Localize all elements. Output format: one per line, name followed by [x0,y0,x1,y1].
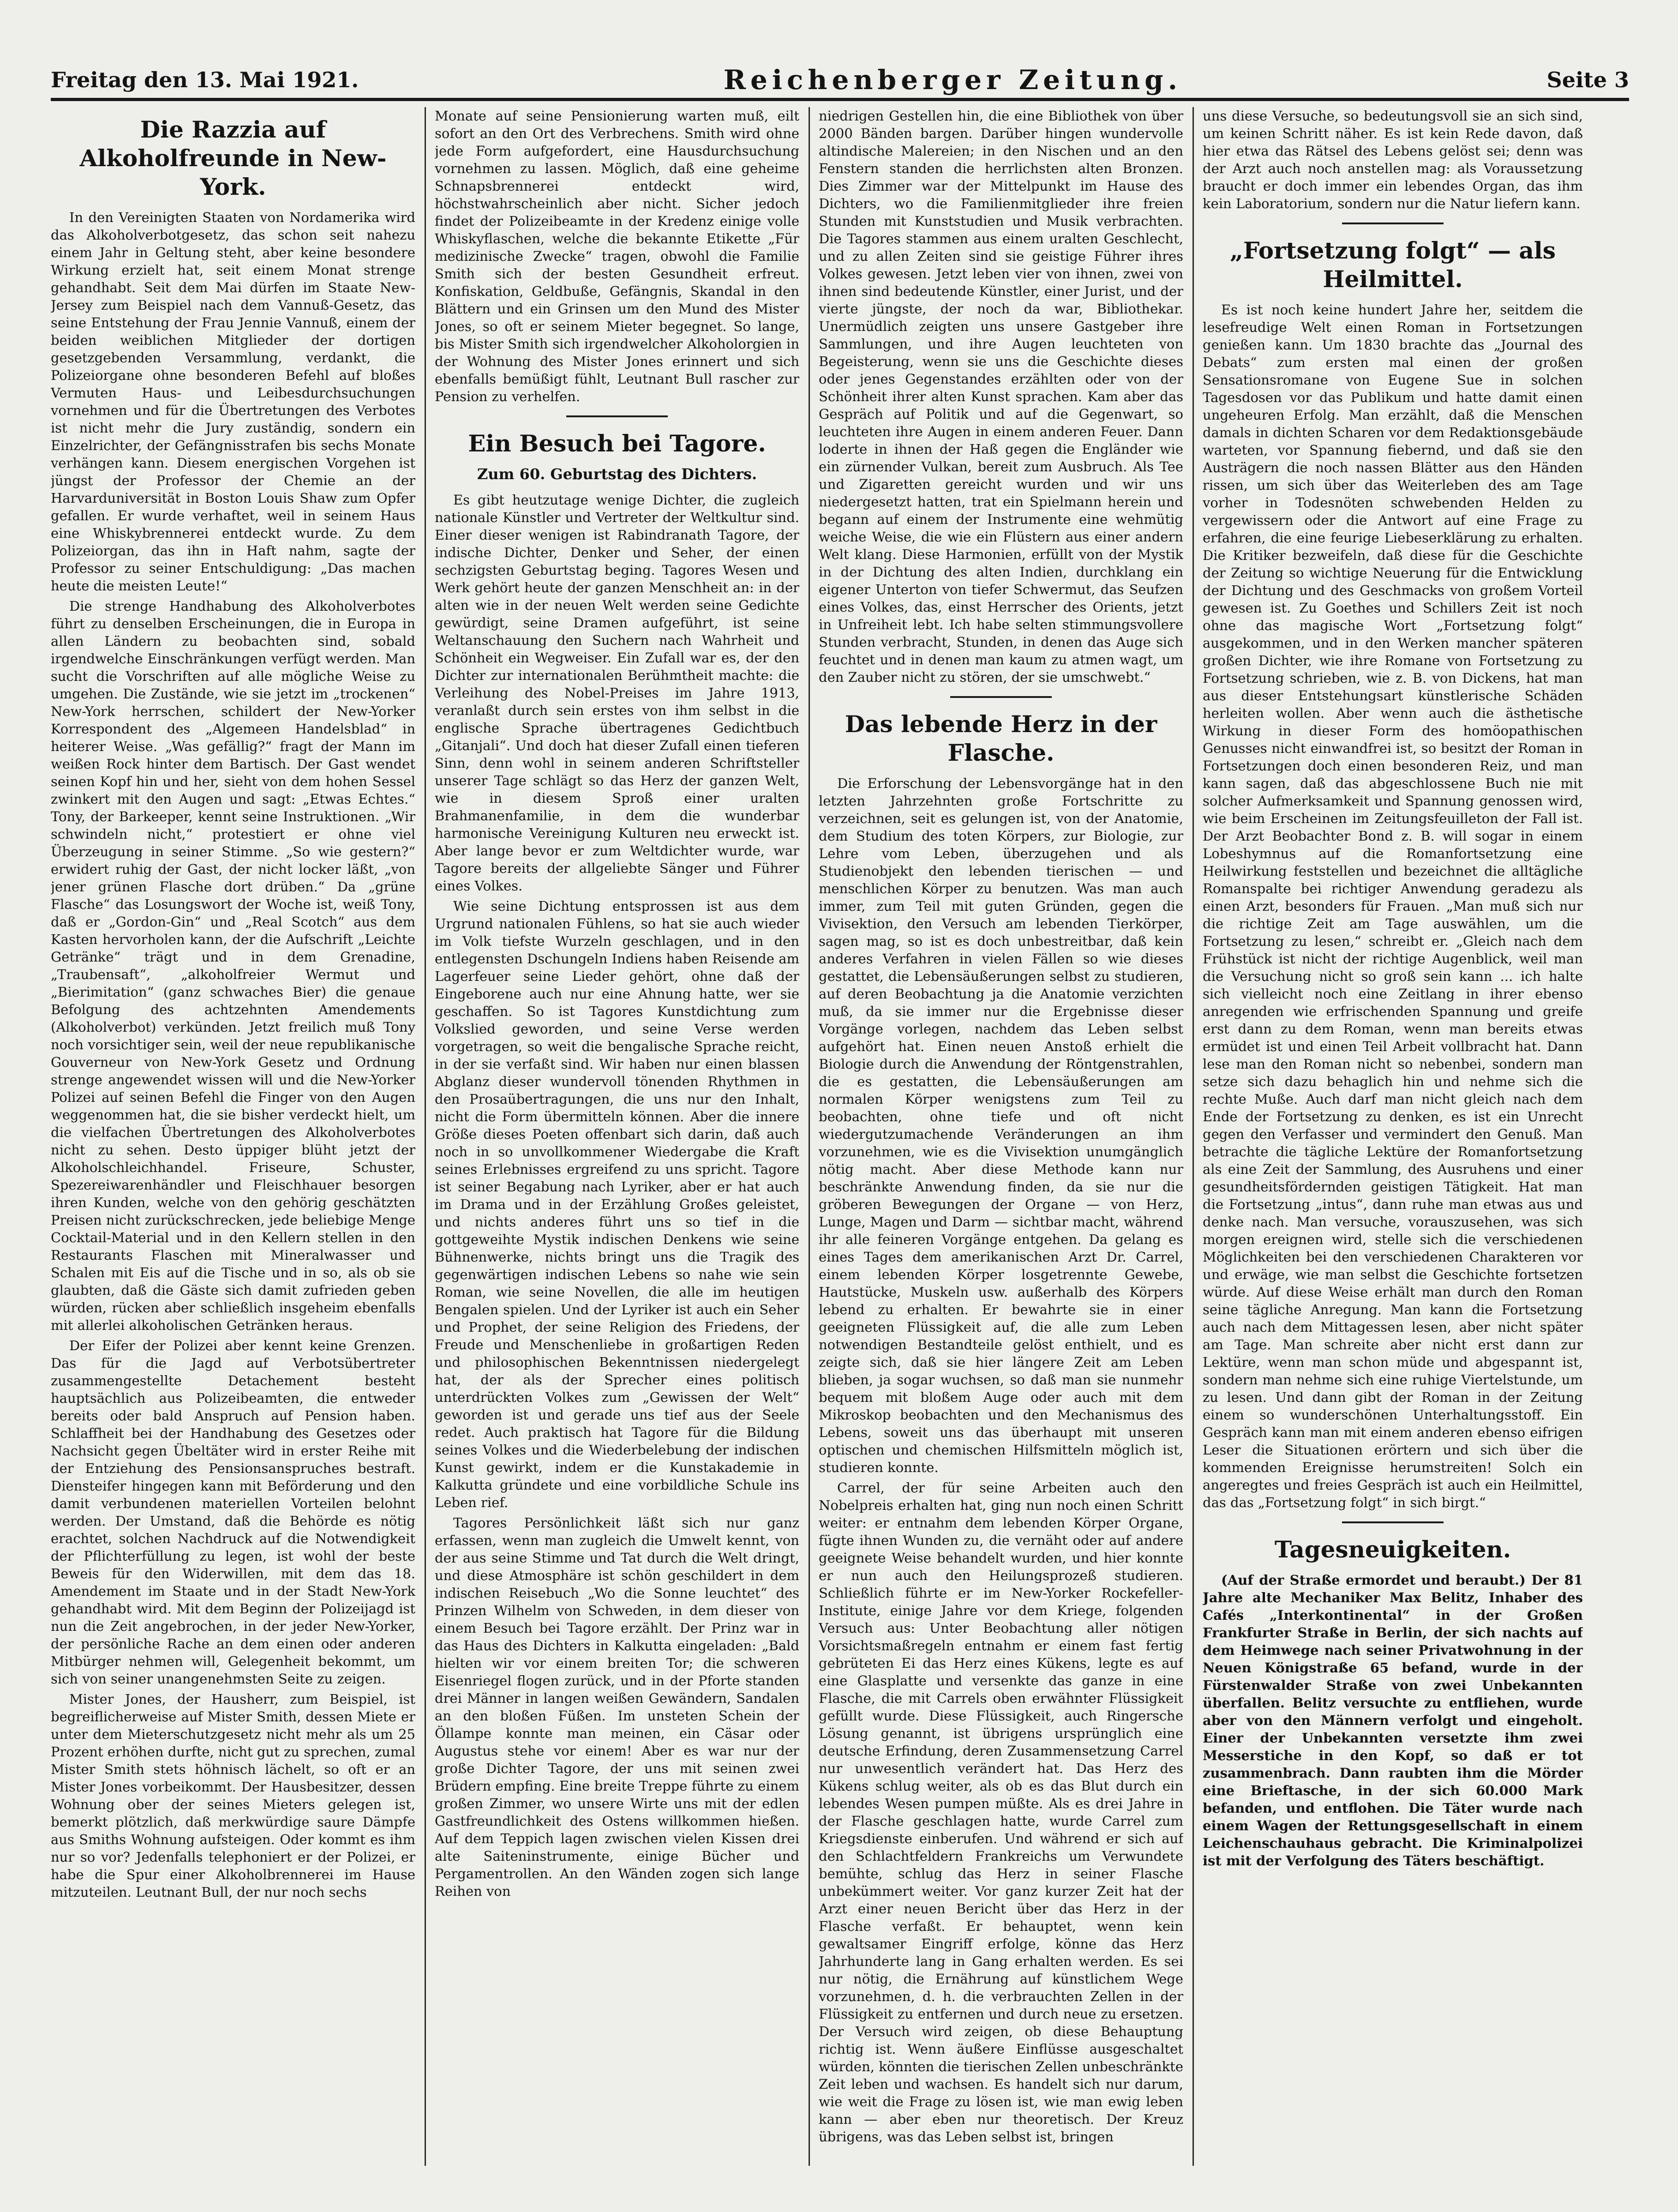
paragraph: Carrel, der für seine Arbeiten auch den Nobelpreis erhalten hat, ging nun noch einen Schritt weiter: er entnahm dem lebenden Körper Organe, fügte ihnen Wunden zu, die vernäht oder auf andere geeignete Weise behandelt wurden, und hier konnte er nun auch den Heilungsprozeß studieren. Schließlich führte er im New-Yorker Rockefeller-Institute, einige Jahre vor dem Kriege, folgenden Versuch aus: Unter Beobachtung aller nötigen Vorsichtsmaßregeln entnahm er einem fast fertig gebrüteten Ei das Herz eines Kükens, legte es auf eine Glasplatte und versenkte das ganze in eine Flasche, die mit Carrels oben erwähnter Flüssigkeit gefüllt wurde. Diese Flüssigkeit, auch Ringersche Lösung genannt, ist übrigens ursprünglich eine deutsche Erfindung, deren Zusammensetzung Carrel nur unwesentlich verändert hat. Das Herz des Kükens schlug weiter, als ob es das Blut durch ein lebendes Wesen pumpen müßte. Als es drei Jahre in der Flasche geschlagen hatte, wurde Carrel zum Kriegsdienste einberufen. Und während er sich auf den Schlachtfeldern Frankreichs um Verwundete bemühte, schlug das Herz in seiner Flasche unbekümmert weiter. Vor ganz kurzer Zeit hat der Arzt einer neuen Bericht über das Herz in der Flasche verfaßt. Er behauptet, wenn kein gewaltsamer Eingriff erfolge, könne das Herz Jahrhunderte lang in Gang erhalten werden. Es sei nur nötig, die Ernährung auf künstlichem Wege vorzunehmen, d. h. die verbrauchten Zellen in der Flüssigkeit zu entfernen und durch neue zu ersetzen. Der Versuch wird zeigen, ob diese Behauptung richtig ist. Wenn äußere Einflüsse ausgeschaltet würden, könnten die tierischen Zellen unbeschränkte Zeit leben und wachsen. Es handelt sich nur darum, wie weit die Frage zu lösen ist, wie man ewig leben kann — aber eben nur theoretisch. Der Kreuz übrigens, was das Leben selbst ist, bringen [819,1480,1183,2145]
paragraph: Die strenge Handhabung des Alkoholverbotes führt zu denselben Erscheinungen, die in Europa in allen Ländern zu beobachten sind, sobald irgendwelche Einschränkungen verfügt werden. Man sucht die Vorschriften auf alle mögliche Weise zu umgehen. Die Zustände, wie sie jetzt im „trockenen“ New-York herrschen, schildert der New-Yorker Korrespondent des „Algemeen Handelsblad“ in heiterer Weise. „Was gefällig?“ fragt der Mann im weißen Rock hinter dem Bartisch. Der Gast wendet seinen Kopf hin und her, sieht von dem hohen Sessel zwinkert mit den Augen und sagt: „Etwas Echtes.“ Tony, der Barkeeper, kennt seine Instruktionen. „Wir schwindeln nicht,“ protestiert er ohne viel Überzeugung in seiner Stimme. „So wie gestern?“ erwidert ruhig der Gast, der nicht locker läßt, „von jener grünen Flasche dort drüben.“ Da „grüne Flasche“ das Losungswort der Woche ist, weiß Tony, daß er „Gordon-Gin“ und „Real Scotch“ aus dem Kasten hervorholen kann, der die Aufschrift „Leichte Getränke“ trägt und in dem Grenadine, „Traubensaft“, „alkoholfreier Wermut und „Bierimitation“ (ganz schwaches Bier) die genaue Befolgung des achtzehnten Amendements (Alkoholverbot) verkünden. Jetzt freilich muß Tony noch vorsichtiger sein, weil der neue republikanische Gouverneur von New-York Gesetz und Ordnung strenge angewendet wissen will und die New-Yorker Polizei auf seinen Befehl die Finger von den Augen weggenommen hat, die sie bisher verdeckt hielt, um die vielfachen Übertretungen des Alkoholverbotes nicht zu sehen. Desto üppiger blüht jetzt der Alkoholschleichhandel. Friseure, Schuster, Spezereiwarenhändler und Fleischhauer besorgen ihren Kunden, welche von den gehörig geschätzten Preisen nicht zurückschrecken, jede beliebige Menge Cocktail-Material und in den Kellern stellen in den Restaurants Flaschen mit Mineralwasser und Schalen mit Eis auf die Tische und in so, als ob sie glaubten, daß die Gäste sich damit zufrieden geben würden, rücken aber schließlich insgeheim ebenfalls mit allerlei alkoholischen Getränken heraus. [51,598,415,1333]
column-divider [1193,107,1194,2166]
paragraph: Wie seine Dichtung entsprossen ist aus dem Urgrund nationalen Fühlens, so hat sie auch wieder im Volk tiefste Wurzeln geschlagen, und in den entlegensten Dschungeln Indiens haben Reisende am Lagerfeuer seine Lieder gehört, ohne daß der Eingeborene auch nur eine Ahnung hatte, wer sie geschaffen. So ist Tagores Kunstdichtung zum Volkslied geworden, und seine Verse werden vorgetragen, so weit die bengalische Sprache reicht, in der sie verfaßt sind. Wir haben nur einen blassen Abglanz dieser wundervoll tönenden Rhythmen in den Prosaübertragungen, die uns nur den Inhalt, nicht die Form übermitteln können. Aber die innere Größe dieses Poeten offenbart sich darin, daß auch noch in so unvollkommener Wiedergabe die Kraft seines Erlebnisses ergreifend zu uns spricht. Tagore ist seiner Begabung nach Lyriker, aber er hat auch im Drama und in der Erzählung Großes geleistet, und nichts anderes führt uns so tief in die gottgeweihte Mystik indischen Denkens wie seine Bühnenwerke, nichts bringt uns die Tragik des gegenwärtigen indischen Lebens so nahe wie sein Roman, wie seine Novellen, die alle im heutigen Bengalen spielen. Und der Lyriker ist auch ein Seher und Prophet, der seine Religion des Friedens, der Freude und Menschenliebe in großartigen Reden und philosophischen Bekenntnissen niedergelegt hat, der als der Sprecher eines politisch unterdrückten Volkes zum „Gewissen der Welt“ geworden ist und gerade uns tief aus der Seele redet. Auch praktisch hat Tagore für die Bildung seines Volkes und die Wiederbelebung der indischen Kunst gewirkt, indem er die Kunstakademie in Kalkutta gründete und eine vorbildliche Schule ins Leben rief. [435,898,799,1510]
section-title-tagesneuigkeiten: Tagesneuigkeiten. [1274,1536,1511,1563]
page-number: Seite 3 [1546,67,1629,92]
column-1 [51,107,415,2166]
page-header [51,64,1629,96]
paragraph: Es ist noch keine hundert Jahre her, seitdem die lesefreudige Welt einen Roman in Fortsetzungen genießen kann. Um 1830 brachte das „Journal des Debats“ zum ersten mal einen der großen Sensationsromane von Eugene Sue in solchen Tagesdosen vor das Publikum und hatte damit einen ungeheuren Erfolg. Man erzählt, daß die Menschen damals in dichten Scharen vor dem Redaktionsgebäude warteten, vor Spannung fiebernd, und daß sie den Austrägern die noch nassen Blätter aus den Händen rissen, um sich über das Weiterleben des am Tage vorher in Todesnöten schwebenden Helden zu vergewissern oder die Antwort auf eine Frage zu erfahren, die eine feurige Liebeserklärung zu erhalten. Die Kritiker bezweifeln, daß diese für die Geschichte der Zeitung so wichtige Neuerung für die Entwicklung der Dichtung und des Geschmacks von großem Vorteil gewesen ist. Zu Goethes und Schillers Zeit ist noch ohne das magische Wort „Fortsetzung folgt“ ausgekommen, und in den Werken mancher späteren großen Dichter, wie ihre Romane von Fortsetzung zu Fortsetzung schrieben, wie z. B. von Dickens, hat man aus dieser Entstehungsart künstlerische Schäden herleiten wollen. Aber wenn auch die ästhetische Wirkung in dieser Form des homöopathischen Genusses nicht einwandfrei ist, so besitzt der Roman in Fortsetzungen doch einen besonderen Reiz, und man kann sagen, daß das abgeschlossene Buch nie mit solcher Aufmerksamkeit und Spannung genossen wird, wie beim Erscheinen im Zeitungsfeuilleton der Fall ist. Der Arzt Beobachter Bond z. B. will sogar in einem Lobeshymnus auf die Romanfortsetzung eine Heilwirkung feststellen und bezeichnet die alltägliche Romanspalte bei richtiger Anwendung geradezu als einen Arzt, besonders für Frauen. „Man muß sich nur die richtige Zeit am Tage auswählen, um die Fortsetzung zu lesen,“ schreibt er. „Gleich nach dem Frühstück ist nicht der richtige Augenblick, weil man die Versuchung nicht so groß sein kann ... ich halte sich vielleicht noch eine Zeitlang in ihrer ebenso anregenden wie erfrischenden Spannung und greife erst dann zu dem Roman, wenn man bereits etwas ermüdet ist und einen Teil Arbeit vollbracht hat. Dann lese man den Roman nicht so nebenbei, sondern man setze sich dazu behaglich hin und nehme sich die rechte Muße. Auch darf man nicht gleich nach dem Ende der Fortsetzung zu denken, es ist ein Unrecht gegen den Verfasser und vermindert den Genuß. Man betrachte die tägliche Lektüre der Romanfortsetzung als eine Zeit der Sammlung, des Ausruhens und einer gesundheitsfördernden geistigen Tätigkeit. Hat man die Fortsetzung „intus“, dann ruhe man etwas aus und denke nach. Man versuche, vorauszusehen, was sich morgen ereignen wird, stelle sich die verschiedenen Möglichkeiten bei den verschiedenen Charakteren vor und erwäge, wie man selbst die Geschichte fortsetzen würde. Auf diese Weise erhält man durch den Roman seine tägliche Anregung. Man kann die Fortsetzung auch nach dem Mittagessen lesen, aber nicht später am Tage. Man schreite aber nicht erst dann zur Lektüre, wenn man schon müde und abgespannt ist, sondern man nehme sich eine ruhige Viertelstunde, um zu lesen. Und dann gibt der Roman in der Zeitung einem so wunderschönen Unterhaltungsstoff. Ein Gespräch kann man mit einem anderen ebenso eifrigen Leser die Situationen erörtern und sich über die kommenden Ereignisse herumstreiten! Solch ein angeregtes und freies Gespräch ist auch ein Heilmittel, das das „Fortsetzung folgt“ in sich birgt.“ [1203,302,1583,1510]
column-4 [1203,107,1583,2166]
article-title-tagore: Ein Besuch bei Tagore. [468,430,766,457]
column-2 [435,107,799,2166]
article-subtitle-tagore: Zum 60. Geburtstag des Dichters. [477,465,757,483]
column-divider [425,107,426,2166]
paragraph: Die Erforschung der Lebensvorgänge hat in den letzten Jahrzehnten große Fortschritte zu verzeichnen, seit es gelungen ist, von der Anatomie, dem Studium des toten Körpers, zur Biologie, zur Lehre vom Leben, überzugehen und als Studienobjekt den lebenden tierischen — und menschlichen Körper zu benutzen. Was man auch immer, zum Teil mit guten Gründen, gegen die Vivisektion, den Versuch am lebenden Tierkörper, sagen mag, so ist es doch unbestreitbar, daß kein anderes Verfahren in vielen Fällen so wie dieses gestattet, die Lebensäußerungen selbst zu studieren, auf deren Beobachtung ja die Anatomie verzichten muß, da sie immer nur die Ergebnisse dieser Vorgänge vorlegen, nachdem das Leben selbst aufgehört hat. Einen neuen Anstoß erhielt die Biologie durch die Anwendung der Röntgenstrahlen, die es gestatten, die Lebensäußerungen am normalen Körper wenigstens zum Teil zu beobachten, ohne tiefe und oft nicht wiedergutzumachende Veränderungen an ihm vorzunehmen, wie es die Vivisektion unumgänglich nötig macht. Aber diese Methode kann nur beschränkte Anwendung finden, da sie nur die gröberen Bewegungen der Organe — von Herz, Lunge, Magen und Darm — sichtbar macht, während ihr alle feineren Vorgänge entgehen. Da gelang es eines Tages dem amerikanischen Arzt Dr. Carrel, einem lebenden Körper losgetrennte Gewebe, Hautstücke, Muskeln usw. außerhalb des Körpers lebend zu erhalten. Er bewahrte sie in einer geeigneten Flüssigkeit auf, die alle zum Leben notwendigen Bestandteile gelöst enthielt, und es zeigte sich, daß sie hier längere Zeit am Leben blieben, ja sogar wuchsen, so daß man sie nunmehr bequem mit bloßem Auge oder auch mit dem Mikroskop beobachten und den Mechanismus des Lebens, soweit uns das überhaupt mit unseren optischen und chemischen Hilfsmitteln möglich ist, studieren konnte. [819,775,1183,1475]
paragraph: Mister Jones, der Hausherr, zum Beispiel, ist begreiflicherweise auf Mister Smith, dessen Miete er unter dem Mieterschutzgesetz nicht mehr als um 25 Prozent erhöhen durfte, nicht gut zu sprechen, zumal Mister Smith stets höhnisch lächelt, so oft er an Mister Jones vorbeikommt. Der Hausbesitzer, dessen Wohnung ober der seines Mieters gelegen ist, bemerkt plötzlich, daß merkwürdige saure Dämpfe aus Smiths Wohnung aufsteigen. Oder kommt es ihm nur so vor? Jedenfalls telephoniert er der Polizei, er habe die Spur einer Alkoholbrennerei im Hause mitzuteilen. Leutnant Bull, der nur noch sechs [51,1691,415,1900]
paragraph: niedrigen Gestellen hin, die eine Bibliothek von über 2000 Bänden bargen. Darüber hingen wundervolle altindische Malereien; in den Nischen und an den Fenstern standen die herrlichsten alten Bronzen. Dies Zimmer war der Mittelpunkt im Hause des Dichters, wo die Familienmitglieder ihre freien Stunden mit Kunststudien und Musik verbrachten. Die Tagores stammen aus einem uralten Geschlecht, und zu allen Zeiten sind sie geistige Führer ihres Volkes gewesen. Jetzt leben vier von ihnen, zwei von ihnen sind bedeutende Künstler, einer Jurist, und der vierte jüngste, der noch da war, Bibliothekar. Unermüdlich zeigten uns unsere Gastgeber ihre Sammlungen, und ihre Augen leuchteten von Begeisterung, wenn sie uns die Geschichte dieses oder jenes Gegenstandes erzählten oder von der Schönheit ihrer alten Kunst sprachen. Kam aber das Gespräch auf Politik und auf die Gegenwart, so leuchteten ihre Augen in einem anderen Feuer. Dann loderte in ihnen der Haß gegen die Engländer wie ein zürnender Vulkan, bereit zum Ausbruch. Als Tee und Zigaretten gereicht wurden und wir uns niedergesetzt hatten, trat ein Spielmann herein und begann auf einem der Instrumente eine wehmütig weiche Weise, die wie ein Flüstern aus einer andern Welt klang. Diese Harmonien, erfüllt von der Mystik in der Dichtung des alten Indien, durchklang ein eigener Unterton von tiefer Schwermut, das Seufzen eines Volkes, das, einst Herrscher des Orients, jetzt in Unfreiheit lebt. Ich habe selten stimmungsvollere Stunden verbracht, Stunden, in denen das Auge sich feuchtet und in denen man kaum zu atmen wagt, um den Zauber nicht zu stören, der sie umschwebt.“ [819,108,1183,685]
paragraph: In den Vereinigten Staaten von Nordamerika wird das Alkoholverbotgesetz, das schon seit nahezu einem Jahr in Geltung steht, aber keine besondere Wirkung erzielt hat, seit einem Monat strenge gehandhabt. Seit dem Mai dürfen im Staate New-Jersey zum Beispiel nach dem Vannuß-Gesetz, das seine Entstehung der Frau Jennie Vannuß, einem der beiden weiblichen Mitglieder der dortigen gesetzgebenden Versammlung, verdankt, die Polizeiorgane ohne besonderen Befehl auf bloßes Vermuten Haus- und Leibesdurchsuchungen vornehmen und für die Übertretungen des Verbotes ist nicht mehr die Jury zuständig, sondern ein Einzelrichter, der Gefängnisstrafen bis sechs Monate verhängen kann. Diesem energischen Vorgehen ist jüngst der Professor der Chemie an der Harvarduniversität in Boston Louis Shaw zum Opfer gefallen. Er wurde verhaftet, weil in seinem Haus eine Whiskybrennerei entdeckt wurde. Zu dem Polizeiorgan, das ihn in Haft nahm, sagte der Professor zu seiner Entschuldigung: „Das machen heute die meisten Leute!“ [51,210,415,594]
section-separator [950,696,1052,698]
paragraph: Der Eifer der Polizei aber kennt keine Grenzen. Das für die Jagd auf Verbotsübertreter zusammengestellte Detachement besteht hauptsächlich aus Polizeibeamten, die entweder bereits oder bald Anspruch auf Pension haben. Schlaffheit bei der Handhabung des Gesetzes oder Nachsicht gegen Übeltäter wird in erster Reihe mit der Entziehung des Pensionsanspruches bestraft. Diensteifer hingegen kann mit Beförderung und den damit verbundenen materiellen Vorteilen belohnt werden. Der Umstand, daß die Behörde es nötig erachtet, solchen Nachdruck auf die Notwendigkeit der Pflichterfüllung zu legen, ist wohl der beste Beweis für den Widerwillen, mit dem das 18. Amendement im Staate und in der Stadt New-York gehandhabt wird. Mit dem Beginn der Polizeijagd ist nun die Zeit angebrochen, in der jeder New-Yorker, der persönliche Rache an dem einen oder anderen Mitbürger nehmen will, Gelegenheit bekommt, um sich von seiner unangenehmsten Seite zu zeigen. [51,1338,415,1687]
article-title-fortsetzung: „Fortsetzung folgt“ — als Heilmittel. [1230,237,1556,293]
section-separator [1342,1521,1444,1523]
column-divider [809,107,810,2166]
paragraph: Es gibt heutzutage wenige Dichter, die zugleich nationale Künstler und Vertreter der Weltkultur sind. Einer dieser wenigen ist Rabindranath Tagore, der indische Dichter, Denker und Seher, der einen sechzigsten Geburtstag beging. Tagores Wesen und Werk gehört heute der ganzen Menschheit an: in der alten wie in der neuen Welt werden seine Gedichte gewürdigt, seine Dramen aufgeführt, ist seine Weltanschauung den Suchern nach Wahrheit und Schönheit ein Wegweiser. Ein Zufall war es, der den Dichter zur internationalen Berühmtheit machte: die Verleihung des Nobel-Preises im Jahre 1913, veranlaßt durch sein erstes von ihm selbst in die englische Sprache übertragenes Gedichtbuch „Gitanjali“. Und doch hat dieser Zufall einen tieferen Sinn, denn wohl in seinem anderen Schriftsteller unserer Tage schlägt so das Herz der ganzen Welt, wie in diesem Sproß einer uralten Brahmanenfamilie, in dem die wunderbar harmonische Vereinigung Kulturen neu erweckt ist. Aber lange bevor er zum Weltdichter wurde, war Tagore bereits der allgeliebte Sänger und Führer eines Volkes. [435,492,799,894]
newspaper-title: Reichenberger Zeitung. [723,64,1182,96]
paragraph: (Auf der Straße ermordet und beraubt.) Der 81 Jahre alte Mechaniker Max Belitz, Inhaber des Cafés „Interkontinental“ in der Großen Frankfurter Straße in Berlin, der sich nachts auf dem Heimwege nach seiner Privatwohnung in der Neuen Königstraße 65 befand, wurde in der Fürstenwalder Straße von zwei Unbekannten überfallen. Belitz versuchte zu entfliehen, wurde aber von den Männern verfolgt und eingeholt. Einer der Unbekannten versetzte ihm zwei Messerstiche in den Kopf, so daß er tot zusammenbrach. Dann raubten ihm die Mörder eine Brieftasche, in der sich 60.000 Mark befanden, und entflohen. Die Täter wurde nach einem Wagen der Rettungsgesellschaft in einem Leichenschauhaus gebracht. Die Kriminalpolizei ist mit der Verfolgung des Täters beschäftigt. [1203,1572,1583,1869]
section-separator [1342,222,1444,224]
header-date: Freitag den 13. Mai 1921. [51,67,359,92]
paragraph: Tagores Persönlichkeit läßt sich nur ganz erfassen, wenn man zugleich die Umwelt kennt, von der aus seine Stimme und Tat durch die Welt dringt, und diese Atmosphäre ist schön geschildert in dem indischen Reisebuch „Wo die Sonne leuchtet“ des Prinzen Wilhelm von Schweden, in dem dieser von einem Besuch bei Tagore erzählt. Der Prinz war in das Haus des Dichters in Kalkutta eingeladen: „Bald hielten wir vor einem breiten Tor; die schweren Eisenriegel flogen zurück, und in der Pforte standen drei Männer in langen weißen Gewändern, Sandalen an den bloßen Füßen. Im unsteten Schein der Öllampe konnte man meinen, ein Cäsar oder Augustus stehe vor einem! Aber es war nur der große Dichter Tagore, der uns mit seinen zwei Brüdern empfing. Eine breite Treppe führte zu einem großen Zimmer, wo unsere Wirte uns mit der edlen Gastfreundlichkeit des Ostens willkommen hießen. Auf dem Teppich lagen zwischen vielen Kissen drei alte Saiteninstrumente, einige Bücher und Pergamentrollen. An den Wänden zogen sich lange Reihen von [435,1515,799,1899]
paragraph: uns diese Versuche, so bedeutungsvoll sie an sich sind, um keinen Schritt näher. Es ist kein Rede davon, daß hier etwa das Rätsel des Lebens gelöst sei; denn was der Arzt auch noch anstellen mag: als Voraussetzung braucht er doch immer ein lebendes Organ, das ihm kein Laboratorium, sondern nur die Natur liefern kann. [1203,108,1583,211]
article-title-herz: Das lebende Herz in der Flasche. [845,710,1157,766]
section-separator [566,415,668,417]
paragraph: Monate auf seine Pensionierung warten muß, eilt sofort an den Ort des Verbrechens. Smith wird ohne jede Form aufgefordert, eine Hausdurchsuchung vornehmen zu lassen. Möglich, daß eine geheime Schnapsbrennerei entdeckt wird, höchstwahrscheinlich aber nicht. Sicher jedoch findet der Polizeibeamte in der Kredenz einige volle Whiskyflaschen, welche die bekannte Etikette „Für medizinische Zwecke“ tragen, obwohl die Familie Smith sich der besten Gesundheit erfreut. Konfiskation, Geldbuße, Gefängnis, Skandal in den Blättern und ein Grinsen um den Mund des Mister Jones, so oft er seinem Mieter begegnet. So lange, bis Mister Smith sich irgendwelcher Alkoholorgien in der Wohnung des Mister Jones erinnert und sich ebenfalls bemüßigt fühlt, Leutnant Bull rascher zur Pension zu verhelfen. [435,108,799,404]
column-3 [819,107,1183,2166]
article-title-razzia: Die Razzia auf Alkoholfreunde in New-York. [79,116,387,200]
header-rule [51,98,1629,101]
